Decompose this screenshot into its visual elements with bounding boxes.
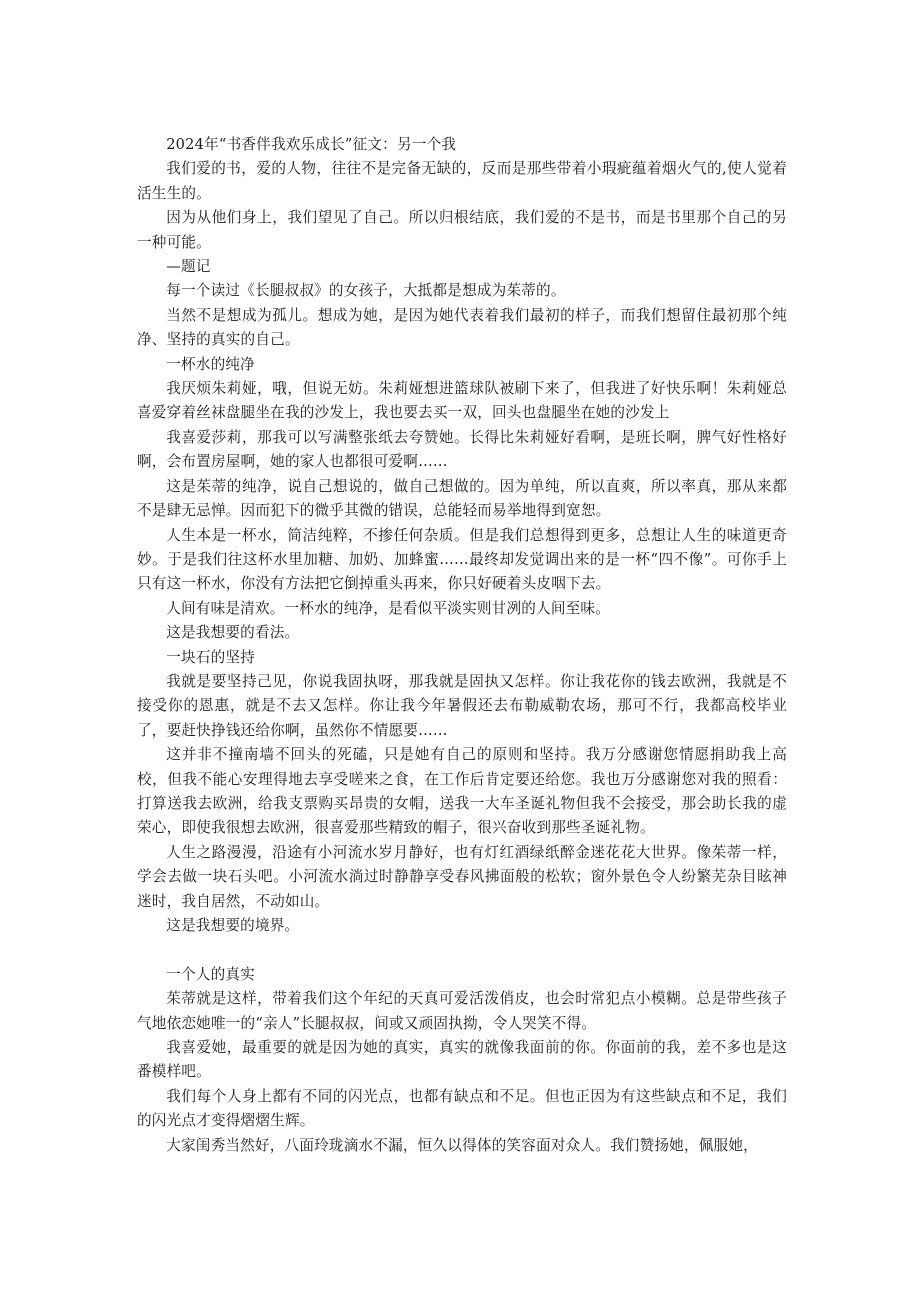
body-paragraph: 这是我想要的境界。 bbox=[166, 917, 300, 934]
body-paragraph: 人间有味是清欢。一杯水的纯净，是看似平淡实则甘冽的人间至味。 bbox=[166, 599, 611, 617]
body-paragraph: 人生本是一杯水，简洁纯粹，不掺任何杂质。但是我们总想得到更多，总想让人生的味道更奇妙。于是我们往这杯水里加糖、加奶、加蜂蜜……最终却发觉调出来的是一杯“四不像”。可你手上只有这一杯水，你没有方法把它倒掉重头再来，你只好硬着头皮咽下去。 bbox=[137, 526, 787, 593]
epigraph-attribution: —题记 bbox=[166, 258, 211, 276]
body-paragraph: 我喜爱她，最重要的就是因为她的真实，真实的就像我面前的你。你面前的我，差不多也是这番模样吧。 bbox=[137, 1039, 787, 1081]
body-paragraph: 我们每个人身上都有不同的闪光点，也都有缺点和不足。但也正因为有这些缺点和不足，我们的闪光点才变得熠熠生辉。 bbox=[137, 1087, 787, 1130]
body-paragraph: 我厌烦朱莉娅，哦，但说无妨。朱莉娅想进篮球队被刷下来了，但我进了好快乐啊！朱莉娅总喜爱穿着丝袜盘腿坐在我的沙发上，我也要去买一双，回头也盘腿坐在她的沙发上 bbox=[137, 380, 787, 422]
document-title: 2024年“书香伴我欢乐成长”征文：另一个我 bbox=[166, 136, 457, 153]
body-paragraph: 这并非不撞南墙不回头的死磕，只是她有自己的原则和坚持。我万分感谢您情愿捐助我上高校，但我不能心安理得地去享受嗟来之食，在工作后肯定要还给您。我也万分感谢您对我的照看：打算送我去欧洲，给我支票购买昂贵的女帽，送我一大车圣诞礼物但我不会接受，那会助长我的虚荣心，即使我很想去欧洲，很喜爱那些精致的帽子，很兴奋收到那些圣诞礼物。 bbox=[137, 746, 787, 837]
body-paragraph: 人生之路漫漫，沿途有小河流水岁月静好，也有灯红酒绿纸醉金迷花花大世界。像茱蒂一样，学会去做一块石头吧。小河流水淌过时静静享受春风拂面般的松软；窗外景色令人纷繁芜杂目眩神迷时，我自居然，不动如山。 bbox=[137, 843, 787, 910]
body-paragraph: 大家闺秀当然好，八面玲珑滴水不漏，恒久以得体的笑容面对众人。我们赞扬她，佩服她， bbox=[166, 1136, 758, 1154]
blank-line bbox=[137, 938, 787, 962]
intro-paragraph: 因为从他们身上，我们望见了自己。所以归根结底，我们爱的不是书，而是书里那个自己的另一种可能。 bbox=[137, 209, 787, 251]
intro-paragraph: 我们爱的书，爱的人物，往往不是完备无缺的，反而是那些带着小瑕疵蕴着烟火气的,使人觉着活生生的。 bbox=[137, 160, 787, 202]
body-paragraph: 这是茱蒂的纯净，说自己想说的，做自己想做的。因为单纯，所以直爽，所以率真，那从来都不是肆无忌惮。因而犯下的微乎其微的错误，总能轻而易举地得到宽恕。 bbox=[137, 477, 787, 520]
section-heading-authenticity: 一个人的真实 bbox=[166, 965, 255, 983]
body-paragraph: 我喜爱莎莉，那我可以写满整张纸去夸赞她。长得比朱莉娅好看啊，是班长啊，脾气好性格好啊，会布置房屋啊，她的家人也都很可爱啊…… bbox=[137, 428, 787, 471]
body-paragraph: 这是我想要的看法。 bbox=[166, 624, 300, 642]
section-heading-purity: 一杯水的纯净 bbox=[166, 355, 255, 373]
body-paragraph: 我就是要坚持己见，你说我固执呀，那我就是固执又怎样。你让我花你的钱去欧洲，我就是不接受你的恩惠，就是不去又怎样。你让我今年暑假还去布勒威勒农场，那可不行，我都高校毕业了，要赶快挣钱还给你啊，虽然你不情愿要…… bbox=[137, 672, 787, 739]
section-heading-persistence: 一块石的坚持 bbox=[166, 648, 255, 666]
intro-paragraph: 当然不是想成为孤儿。想成为她，是因为她代表着我们最初的样子，而我们想留住最初那个纯净、坚持的真实的自己。 bbox=[137, 306, 787, 349]
document-body bbox=[137, 133, 787, 1158]
body-paragraph: 茱蒂就是这样，带着我们这个年纪的天真可爱活泼俏皮，也会时常犯点小模糊。总是带些孩子气地依恋她唯一的“亲人”长腿叔叔，间或又顽固执拗，令人哭笑不得。 bbox=[137, 990, 787, 1032]
intro-paragraph: 每一个读过《长腿叔叔》的女孩子，大抵都是想成为茱蒂的。 bbox=[166, 282, 566, 300]
